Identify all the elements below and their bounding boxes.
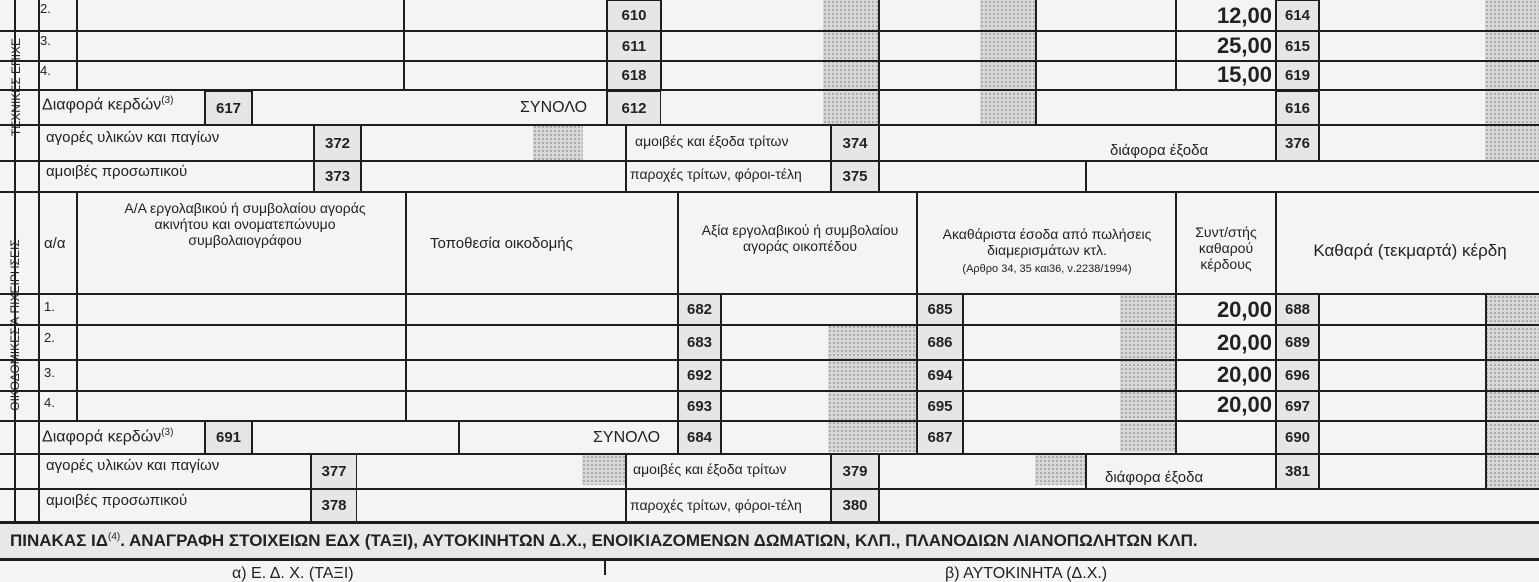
table-id-footnote: (4) bbox=[107, 531, 121, 543]
total-label: ΣΥΝΟΛΟ bbox=[593, 429, 661, 446]
shaded-cell bbox=[1035, 455, 1085, 485]
field-code: 689 bbox=[1276, 325, 1319, 360]
row-number: 3. bbox=[44, 365, 55, 380]
field-code: 692 bbox=[678, 360, 721, 391]
row-number: 1. bbox=[44, 299, 55, 314]
coef-value: 20,00 bbox=[1216, 392, 1272, 417]
field-code: 682 bbox=[678, 294, 721, 325]
expense-label: αγορές υλικών και παγίων bbox=[46, 457, 220, 474]
expense-label: διάφορα έξοδα bbox=[1105, 469, 1204, 486]
field-code: 380 bbox=[831, 489, 879, 522]
expense-label: παροχές τρίτων, φόροι-τέλη bbox=[630, 166, 802, 182]
field-code: 612 bbox=[607, 91, 661, 125]
field-code: 697 bbox=[1276, 391, 1319, 421]
expense-label: διάφορα έξοδα bbox=[1110, 142, 1209, 159]
amount-value: 15,00 bbox=[1216, 62, 1272, 87]
row-number: 4. bbox=[44, 395, 55, 410]
field-code: 374 bbox=[831, 125, 879, 161]
diff-label: Διαφορά κερδών$^{(3)}$ bbox=[42, 95, 174, 114]
header-revenue: Ακαθάριστα έσοδα από πωλήσεις διαμερισμάτων κτλ. bbox=[942, 226, 1152, 259]
field-code: 693 bbox=[678, 391, 721, 421]
expense-label: παροχές τρίτων, φόροι-τέλη bbox=[630, 497, 802, 513]
diff-label: Διαφορά κερδών$^{(3)}$ bbox=[42, 427, 174, 446]
field-code: 372 bbox=[314, 125, 361, 161]
amount-value: 12,00 bbox=[1216, 3, 1272, 28]
field-code: 375 bbox=[831, 161, 879, 192]
field-code: 379 bbox=[831, 454, 879, 489]
shaded-cell bbox=[1485, 0, 1539, 162]
field-code: 614 bbox=[1276, 0, 1319, 31]
field-code: 616 bbox=[1276, 91, 1319, 125]
expense-label: αμοιβές και έξοδα τρίτων bbox=[633, 461, 787, 477]
shaded-cell bbox=[582, 455, 627, 485]
field-code: 684 bbox=[678, 421, 721, 454]
field-code: 376 bbox=[1276, 125, 1319, 161]
expense-label: αγορές υλικών και παγίων bbox=[46, 129, 220, 146]
field-code: 685 bbox=[917, 294, 963, 325]
table-id-col-a: α) Ε. Δ. Χ. (ΤΑΞΙ) bbox=[232, 565, 354, 582]
field-code: 377 bbox=[311, 454, 357, 489]
header-coef: Συντ/στής καθαρού κέρδους bbox=[1195, 224, 1257, 273]
diff-footnote: (3) bbox=[161, 95, 174, 106]
field-code: 617 bbox=[205, 91, 252, 125]
header-value: Αξία εργολαβικού ή συμβολαίου αγοράς οικοπέδου bbox=[701, 222, 899, 255]
field-code: 373 bbox=[314, 161, 361, 192]
expense-label: αμοιβές προσωπικού bbox=[46, 492, 188, 509]
coef-value: 20,00 bbox=[1216, 330, 1272, 355]
row-number: 2. bbox=[40, 1, 51, 16]
shaded-cell bbox=[823, 0, 879, 125]
field-code: 696 bbox=[1276, 360, 1319, 391]
header-location: Τοποθεσία οικοδομής bbox=[430, 235, 573, 252]
field-code: 688 bbox=[1276, 294, 1319, 325]
field-code: 610 bbox=[607, 0, 661, 31]
field-code: 619 bbox=[1276, 61, 1319, 90]
header-aa: α/α bbox=[44, 235, 66, 252]
expense-label: αμοιβές προσωπικού bbox=[46, 163, 188, 180]
coef-value: 20,00 bbox=[1216, 297, 1272, 322]
table-id-title: ΠΙΝΑΚΑΣ ΙΔ$^{(4)}$. ΑΝΑΓΡΑΦΗ ΣΤΟΙΧΕΙΩΝ ΕΔΧ (ΤΑΞΙ), ΑΥΤΟΚΙΝΗΤΩΝ Δ.Χ., ΕΝΟΙΚΙΑΖΟΜΕΝΩΝ ΔΩΜΑΤΙΩΝ, ΚΛΠ., ΠΛΑΝΟΔΙΩΝ ΛΙΑΝΟΠΩΛΗΤΩΝ ΚΛΠ. bbox=[10, 531, 1198, 550]
field-code: 687 bbox=[917, 421, 963, 454]
header-profit: Καθαρά (τεκμαρτά) κέρδη bbox=[1313, 241, 1507, 260]
total-label: ΣΥΝΟΛΟ bbox=[520, 99, 588, 116]
field-code: 695 bbox=[917, 391, 963, 421]
section2-side-label: ΟΙΚΟΔΟΜΙΚΕΣ Ά ΠΙΧΕΙΡΗΣΕΙΣ bbox=[8, 239, 22, 411]
shaded-cell bbox=[1120, 295, 1175, 452]
field-code: 611 bbox=[607, 31, 661, 61]
field-code: 690 bbox=[1276, 421, 1319, 454]
header-contract: Α/Α εργολαβικού ή συμβολαίου αγοράς ακινήτου και ονοματεπώνυμο συμβολαιογράφου bbox=[124, 200, 366, 249]
shaded-cell bbox=[828, 325, 916, 452]
field-code: 381 bbox=[1276, 454, 1319, 489]
shaded-cell bbox=[980, 0, 1035, 125]
shaded-cell bbox=[533, 125, 583, 162]
expense-label: αμοιβές και έξοδα τρίτων bbox=[635, 133, 789, 149]
amount-value: 25,00 bbox=[1216, 33, 1272, 58]
header-revenue-note: (Αρθρο 34, 35 και36, ν.2238/1994) bbox=[962, 263, 1132, 275]
field-code: 686 bbox=[917, 325, 963, 360]
coef-value: 20,00 bbox=[1216, 362, 1272, 387]
row-number: 4. bbox=[40, 63, 51, 78]
field-code: 694 bbox=[917, 360, 963, 391]
field-code: 683 bbox=[678, 325, 721, 360]
table-id-col-b: β) ΑΥΤΟΚΙΝΗΤΑ (Δ.Χ.) bbox=[945, 565, 1108, 582]
row-number: 2. bbox=[44, 330, 55, 345]
field-code: 691 bbox=[205, 421, 252, 454]
diff-footnote: (3) bbox=[161, 427, 174, 438]
field-code: 618 bbox=[607, 61, 661, 90]
row-number: 3. bbox=[40, 33, 51, 48]
field-code: 378 bbox=[311, 489, 357, 522]
field-code: 615 bbox=[1276, 31, 1319, 61]
section1-side-label: ΤΕΧΝΙΚΕΣ ΕΠΙΧΕ bbox=[9, 37, 23, 137]
